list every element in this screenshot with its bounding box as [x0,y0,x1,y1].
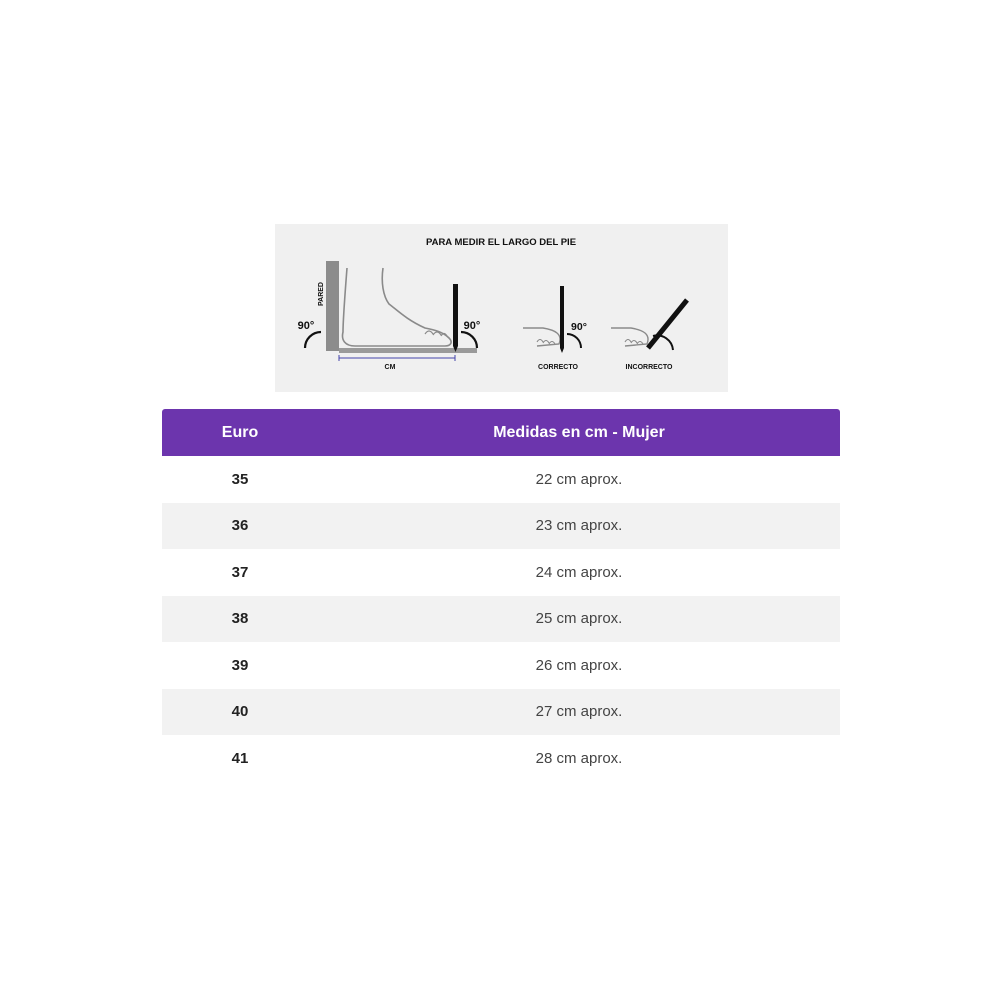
guide-title: PARA MEDIR EL LARGO DEL PIE [425,237,577,248]
correct-pencil [560,286,564,348]
euro-size: 41 [231,749,249,767]
right-angle-label: 90° [463,320,481,332]
size-table [162,409,840,782]
right-angle-arc [461,332,477,348]
table-row [162,456,840,503]
foot-length: 28 cm aprox. [535,749,623,767]
table-row [162,689,840,736]
euro-size: 35 [231,470,249,488]
correct-label: CORRECTO [538,364,578,371]
table-row [162,642,840,689]
table-row [162,596,840,643]
foot-length: 24 cm aprox. [535,563,623,581]
pencil-shape [453,284,458,346]
foot-length: 26 cm aprox. [535,656,623,674]
euro-size: 37 [231,563,249,581]
table-row [162,549,840,596]
table-row [162,735,840,782]
euro-size: 40 [231,703,249,721]
table-header [162,409,840,456]
toes-detail [425,331,447,336]
correct-angle-label: 90° [571,321,587,333]
euro-size: 39 [231,656,249,674]
incorrect-label: INCORRECTO [625,364,673,371]
wall-label: PARED [318,282,325,306]
incorrect-pencil [648,300,687,348]
table-row [162,503,840,550]
foot-length: 23 cm aprox. [535,517,623,535]
table-body [162,456,840,782]
foot-outline [343,268,452,346]
euro-size: 38 [231,610,249,628]
header-euro: Euro [221,423,259,441]
foot-length: 27 cm aprox. [535,703,623,721]
foot-length: 25 cm aprox. [535,610,623,628]
correct-angle-arc [567,334,581,348]
left-angle-arc [305,332,321,348]
foot-measure-illustration [275,224,728,392]
wall-shape [326,261,339,351]
foot-length: 22 cm aprox. [535,470,623,488]
measure-label: CM [384,364,396,371]
left-angle-label: 90° [297,320,315,332]
header-measure: Medidas en cm - Mujer [493,423,665,441]
euro-size: 36 [231,517,249,535]
foot-measure-guide [275,224,728,392]
